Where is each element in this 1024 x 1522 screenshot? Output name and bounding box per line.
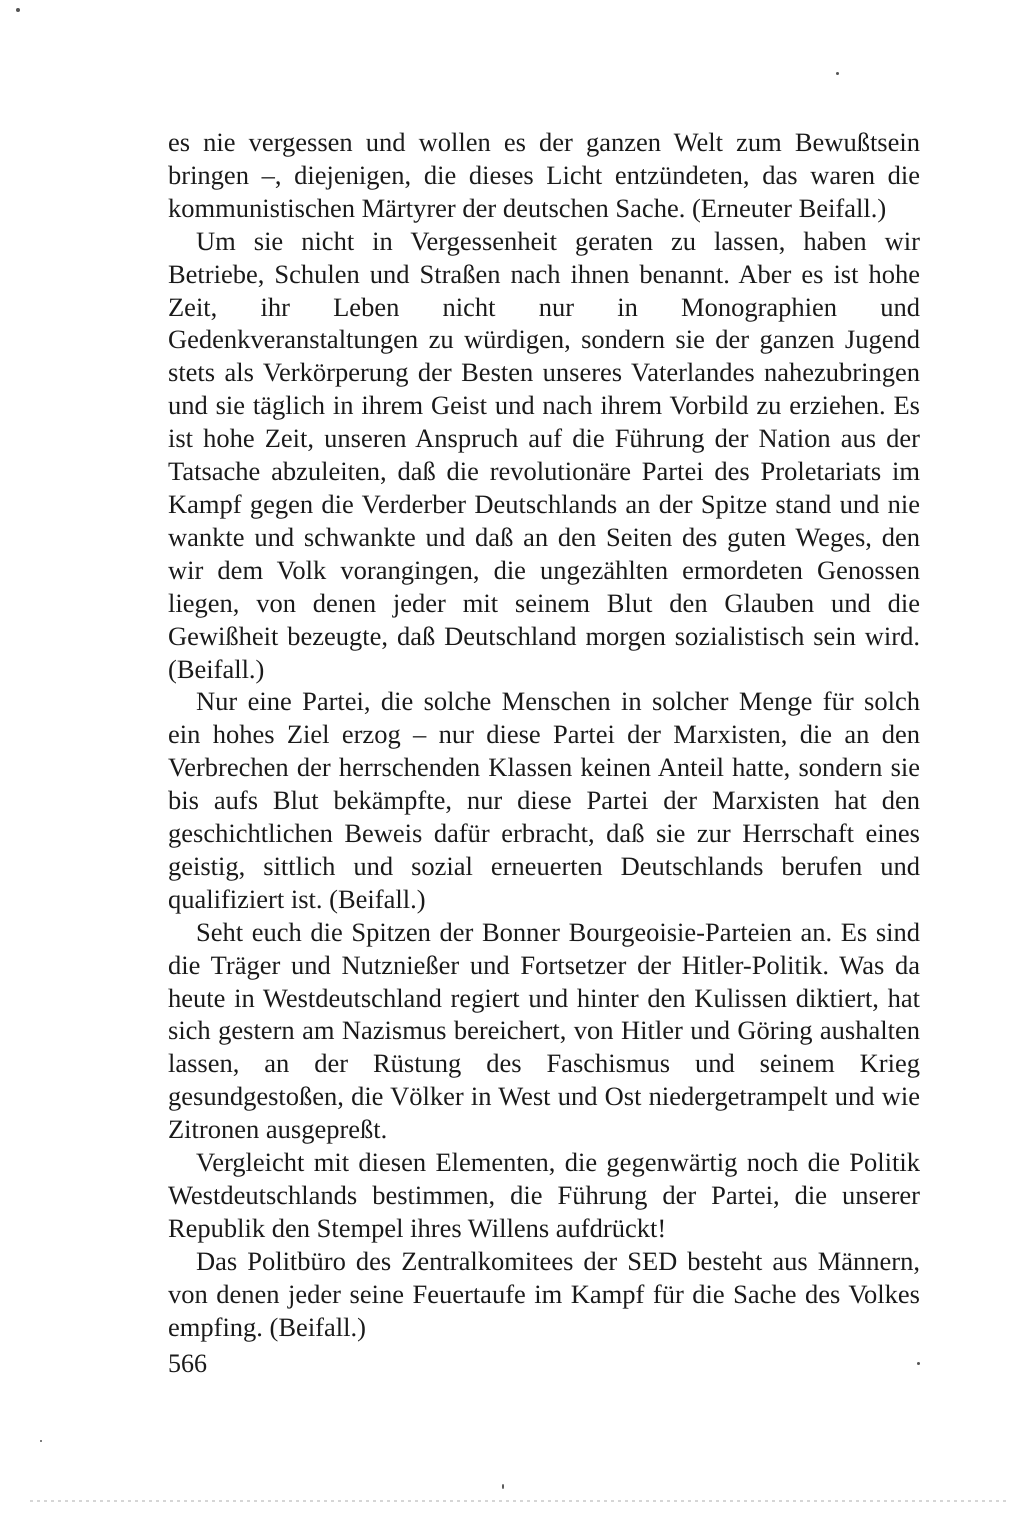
paragraph: Das Politbüro des Zentralkomitees der SED besteht aus Männern, von denen jeder seine Feuertaufe im Kampf für die Sache des Volkes empfing. (Beifall.) <box>168 1245 920 1342</box>
paragraph: Seht euch die Spitzen der Bonner Bourgeoisie-Parteien an. Es sind die Träger und Nutznießer und Fortsetzer der Hitler-Politik. Was da heute in Westdeutschland regiert und hinter den Kulissen diktiert, hat sich gestern am Nazismus bereichert, von Hitler und Göring aushalten lassen, an der Rüstung des Faschismus und seinem Krieg gesundgestoßen, die Völker in West und Ost niedergetrampelt und wie Zitronen ausgepreßt. <box>168 916 920 1145</box>
scan-speck <box>16 8 20 12</box>
body-text <box>168 126 920 1344</box>
scan-edge <box>30 1500 1010 1502</box>
scan-speck <box>40 1440 42 1442</box>
paragraph: Nur eine Partei, die solche Menschen in solcher Menge für solch ein hohes Ziel erzog – nur diese Partei der Marxisten, die an den Verbrechen der herrschenden Klassen keinen Anteil hatte, sondern sie bis aufs Blut bekämpfte, nur diese Partei der Marxisten hat den geschichtlichen Beweis dafür erbracht, daß sie zur Herrschaft eines geistig, sittlich und sozial erneuerten Deutschlands berufen und qualifiziert ist. (Beifall.) <box>168 686 920 914</box>
paragraph-continuation: es nie vergessen und wollen es der ganzen Welt zum Bewußtsein bringen –, diejenigen, die dieses Licht entzündeten, das waren die kommunistischen Märtyrer der deutschen Sache. (Erneuter Beifall.) <box>168 127 920 223</box>
scan-speck <box>836 72 839 75</box>
paragraph: Vergleicht mit diesen Elementen, die gegenwärtig noch die Politik Westdeutschlands bestimmen, die Führung der Partei, die unserer Republik den Stempel ihres Willens aufdrückt! <box>168 1147 920 1243</box>
page-number: 566 <box>168 1349 207 1378</box>
paragraph: Um sie nicht in Vergessenheit geraten zu lassen, haben wir Betriebe, Schulen und Straßen nach ihnen benannt. Aber es ist hohe Zeit, ihr Leben nicht nur in Monographien und Gedenkveranstaltungen zu würdigen, sondern sie der ganzen Jugend stets als Verkörperung der Besten unseres Vaterlandes nahezubringen und sie täglich in ihrem Geist und nach ihrem Vorbild zu erziehen. Es ist hohe Zeit, unseren Anspruch auf die Führung der Nation aus der Tatsache abzuleiten, daß die revolutionäre Partei des Proletariats im Kampf gegen die Verderber Deutschlands an der Spitze stand und nie wankte und schwankte und daß an den Seiten des guten Weges, den wir dem Volk vorangingen, die ungezählten ermordeten Genossen liegen, von denen jeder mit seinem Blut den Glauben und die Gewißheit bezeugte, daß Deutschland morgen sozialistisch sein wird. (Beifall.) <box>168 225 920 684</box>
scan-speck <box>917 1362 920 1365</box>
scan-speck <box>502 1484 504 1489</box>
